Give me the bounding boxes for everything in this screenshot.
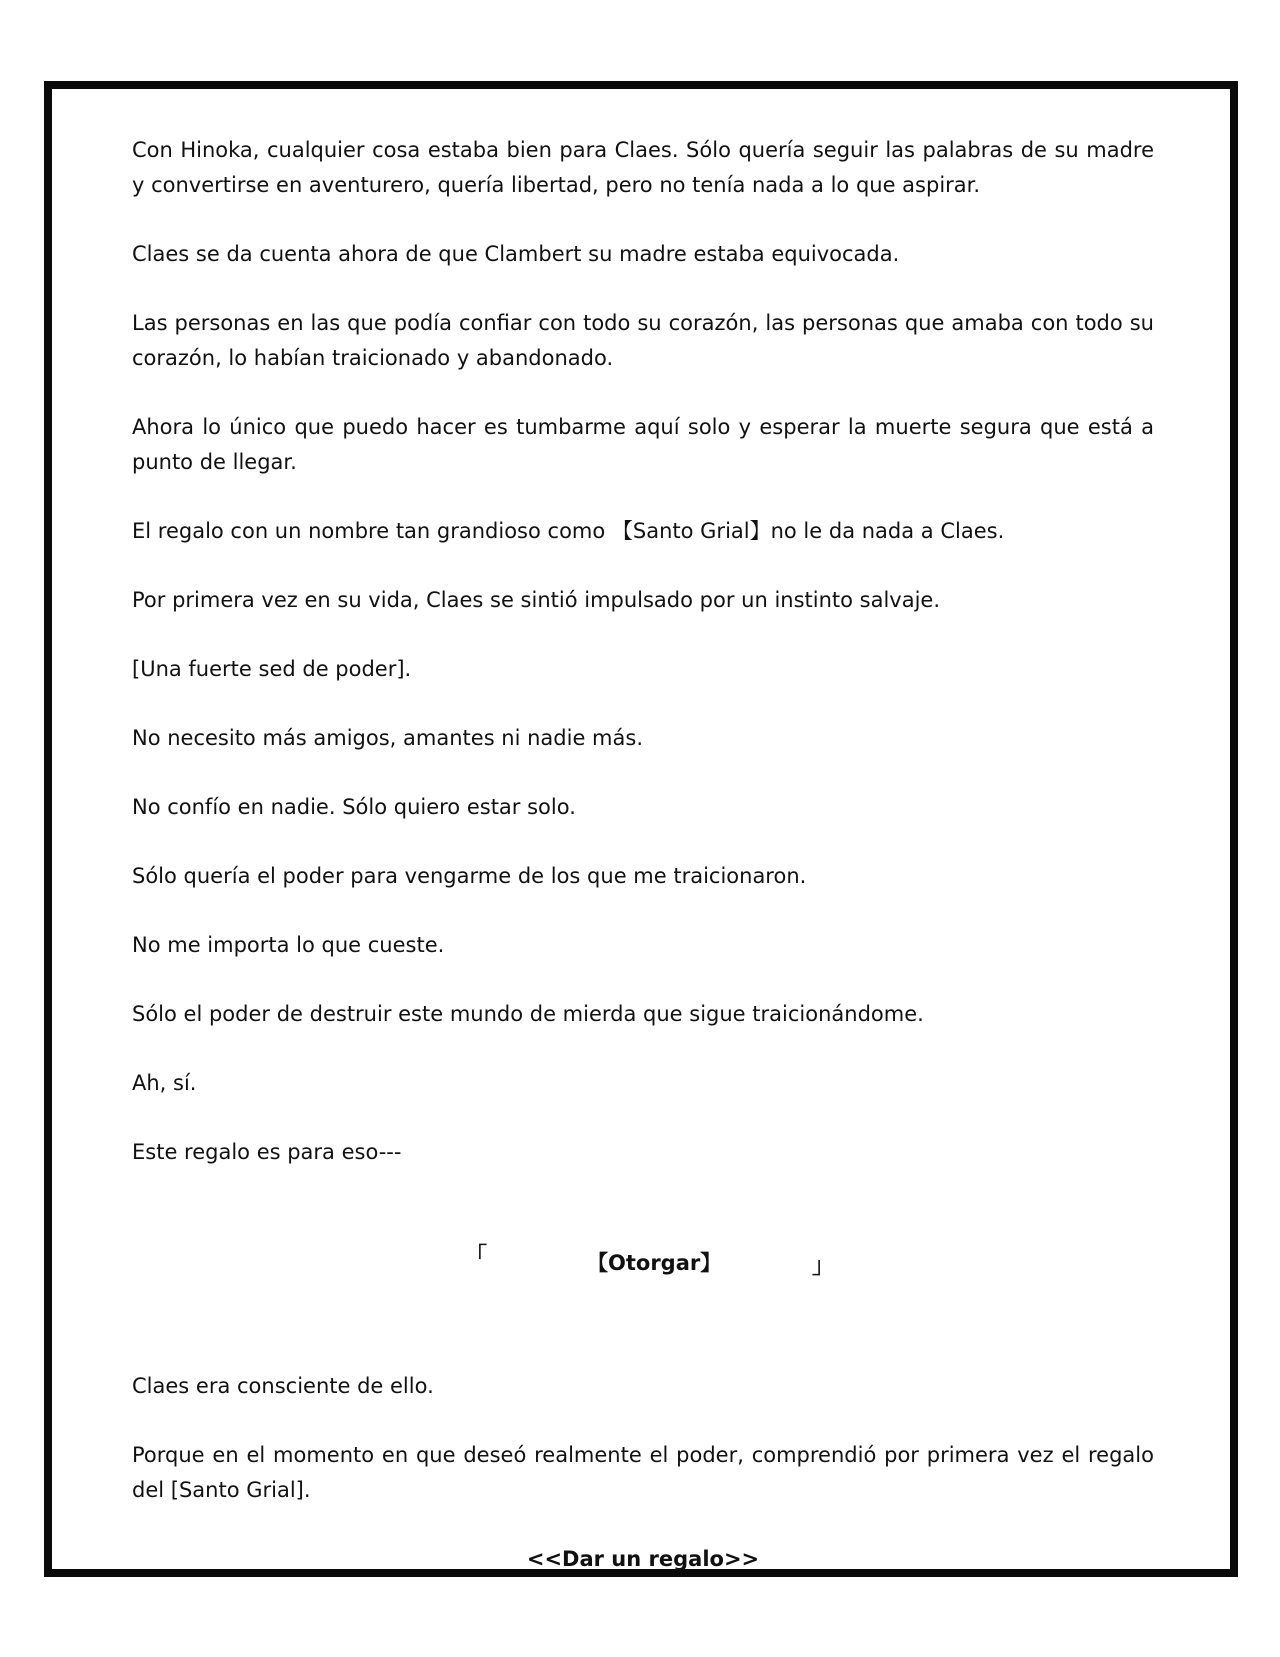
paragraph: Claes se da cuenta ahora de que Clambert su madre estaba equivocada.: [132, 242, 900, 266]
paragraph: Porque en el momento en que deseó realmente el poder, comprendió por primera vez el regalo del [Santo Grial].: [132, 1443, 1154, 1502]
paragraph: Sólo quería el poder para vengarme de los que me traicionaron.: [132, 864, 807, 888]
paragraph: Este regalo es para eso---: [132, 1140, 402, 1164]
paragraph: No confío en nadie. Sólo quiero estar solo.: [132, 795, 576, 819]
paragraph: El regalo con un nombre tan grandioso como 【Santo Grial】no le da nada a Claes.: [132, 519, 1005, 543]
paragraph: Por primera vez en su vida, Claes se sintió impulsado por un instinto salvaje.: [132, 588, 941, 612]
paragraph: Ah, sí.: [132, 1071, 197, 1095]
closing-line: <<Dar un regalo>>: [526, 1547, 760, 1571]
paragraph: Ahora lo único que puedo hacer es tumbarme aquí solo y esperar la muerte segura que está a punto de llegar.: [132, 415, 1154, 474]
paragraph: Con Hinoka, cualquier cosa estaba bien para Claes. Sólo quería seguir las palabras de su madre y convertirse en aventurero, quería libertad, pero no tenía nada a lo que aspirar.: [132, 138, 1154, 197]
grant-callout: [132, 1243, 1154, 1283]
grant-open-bracket: 「: [465, 1244, 488, 1269]
story-text: [132, 133, 1154, 1577]
paragraph: Claes era consciente de ello.: [132, 1374, 434, 1398]
paragraph: No me importa lo que cueste.: [132, 933, 445, 957]
paragraph: [Una fuerte sed de poder].: [132, 657, 412, 681]
paragraph: Las personas en las que podía confiar con todo su corazón, las personas que amaba con todo su corazón, lo habían traicionado y abandonado.: [132, 311, 1154, 370]
grant-word: 【Otorgar】: [587, 1251, 722, 1275]
grant-close-bracket: 」: [812, 1254, 835, 1279]
page-border-frame: [44, 81, 1238, 1577]
paragraph: No necesito más amigos, amantes ni nadie más.: [132, 726, 644, 750]
paragraph: Sólo el poder de destruir este mundo de mierda que sigue traicionándome.: [132, 1002, 924, 1026]
